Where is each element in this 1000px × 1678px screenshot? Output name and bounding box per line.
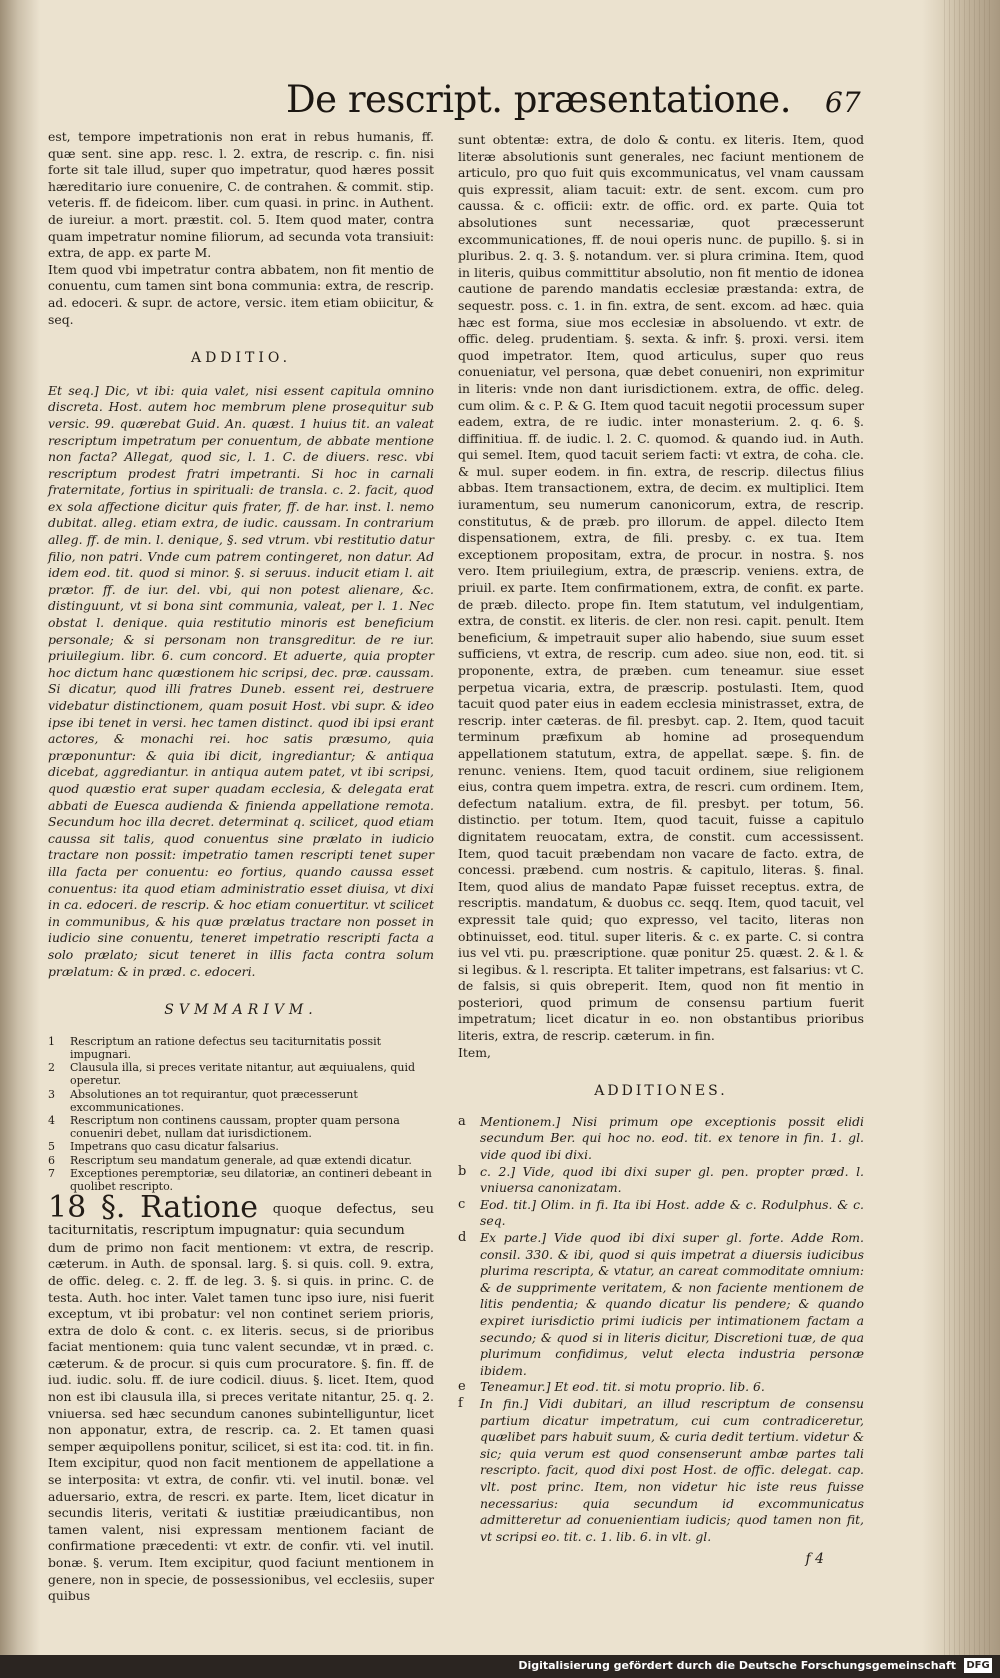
text-paragraph: dum de primo non facit mentionem: vt extra, de rescrip. cæterum. in Auth. de sponsal. larg. §. si quis. coll. 9. extra, de offic. deleg. c. 2. ff. de leg. 3. §. si quis. in princ. C. de testa. Auth. hoc inter. Valet tamen tunc ipso iure, nisi fuerit exceptum, vt ibi probatur: vel non continet seriem prioris, extra de dolo & cont. c. ex literis. secus, si de prioribus faciat mentionem: quia tunc valent secundæ, vt in præd. c. cæterum. & de procur. si quis cum procuratore. §. fin. ff. de iud. iudic. solu. ff. de iure codicil. diuus. §. licet. Item, quod non est ibi clausula illa, si preces veritate nitantur, 25. q. 2. vniuersa. sed hæc secundum canones subintelliguntur, licet non apponatur, extra, de rescrip. ca. 2. Et tamen quasi semper æquipollens ponitur, scilicet, si est ita: cod. tit. in fin. Item excipitur, quod non facit mentionem de appellatione a se interposita: vt extra, de confir. vti. vel inutil. bonæ. vel aduersario, extra, de rescri. ex parte. Item, licet dicatur in secundis literis, veritati & iustitiæ præiudicantibus, non tamen valent, nisi expressam mentionem faciant de confirmatione præcedenti: vt extr. de confir. vti. vel inutil. bonæ. §. verum. Item excipitur, quod faciunt mentionem in genere, non in specie, de possessionibus, vel ecclesiis, super quibus (48, 1239, 434, 1604)
text-paragraph: sunt obtentæ: extra, de dolo & contu. ex literis. Item, quod literæ absolutionis sunt generales, nec faciunt mentionem de articulo, pro quo fuit quis excommunicatus, vel vnam caussam quis expressit, aliam tacuit: extr. de sent. excom. cum pro caussa. & c. officii: extr. de offic. ord. ex parte. Quia tot absolutiones sunt necessariæ, quot præcesserunt excommunicationes, ff. de noui operis nunc. de pupillo. §. si in pluribus. 2. q. 3. §. notandum. ver. si plura crimina. Item, quod in literis, quibus committitur absolutio, non fit mentio de idonea cautione de parendo mandatis ecclesiæ præstanda: extra, de sequestr. poss. c. 1. in fin. extra, de sent. excom. ad hæc. quia hæc est forma, siue mos ecclesiæ in absoluendo. vt extr. de offic. deleg. prudentiam. §. sexta. & infr. §. proxi. versi. item quod impetrator. Item, quod articulus, super quo reus conueniatur, vel persona, quæ debet conueniri, non exprimitur in literis: vnde non dant iurisdictionem. extra, de offic. deleg. cum olim. & c. P. & G. Item quod tacuit negotii processum super eadem, extra, de re iudic. inter monasterium. 2. q. 6. §. diffinitiua. ff. de iudic. l. 2. C. quomod. & quando iud. in Auth. qui semel. Item, quod tacuit seriem facti: vt extra, de coha. cle. & mul. super eodem. in fin. extra, de rescrip. dilectus filius abbas. Item transactionem, extra, de decim. ex multiplici. Item iuramentum, seu numerum canonicorum, extra, de rescrip. constitutus, & de præb. pro illorum. de appel. dilecto Item dispensationem, extra, de fili. presby. c. ex tua. Item exceptionem propositam, extra, de procur. in nostra. §. nos vero. Item priuilegium, extra, de præscrip. veniens. extra, de priuil. ex parte. Item confirmationem, extra, de confit. ex parte. de præb. dilecto. prope fin. Item statutum, vel indulgentiam, extra, de constit. ex literis. de cler. non resi. capit. penult. Item beneficium, & impetrauit super alio habendo, siue suum esset sufficiens, vt extra, de rescrip. cum adeo. siue non, eod. tit. si proponente, extra, de præben. cum teneamur. siue esset perpetua vicaria, extra, de præscrip. postulasti. Item, quod tacuit quod pater eius in eadem ecclesia ministrasset, extra, de rescrip. inter cæteras. de fil. presbyt. cap. 2. Item, quod tacuit terminum præfixum ab homine ad prosequendum appellationem statutum, extra, de appellat. sæpe. §. fin. de renunc. veniens. Item, quod tacuit ordinem, siue religionem eius, contra quem impetra. extra, de rescri. cum ordinem. Item, defectum natalium. extra, de fil. presbyt. per totum, 56. distinctio. per totum. Item, quod tacuit, fuisse a capitulo dignitatem reuocatam, extra, de constit. cum accessissent. Item, quod tacuit præbendam non vacare de facto. extra, de concessi. præbend. cum nostris. & capitulo, literas. §. final. Item, quod alius de mandato Papæ fuisset receptus. extra, de rescriptis. mandatum, & duobus cc. seqq. Item, quod tacuit, vel expressit tale quid; quo expresso, vel tacito, literas non obtinuisset, eod. titul. super literis. & c. ex parte. C. si contra ius vel vti. pu. præscriptione. quæ ponitur 25. quæst. 2. & l. & si legibus. & l. rescripta. Et taliter impetrans, est falsarius: vt C. de falsis, si quis obreperit. Item, quod non fit mentio in posteriori, quod primum de consensu partium fuerit impetratum; licet dicatur in eo. non obstantibus prioribus literis, extra, de rescrip. cæterum. in fin. (458, 132, 864, 1044)
summarium-item: 1 Rescriptum an ratione defectus seu taciturnitatis possit impugnari. (48, 1034, 382, 1061)
summarium-item: 6 Rescriptum seu mandatum generale, ad quæ extendi dicatur. (48, 1153, 412, 1167)
addition-entry: f In fin.] Vidi dubitari, an illud rescriptum de consensu partium dicatur impetratum, cui cum contradiceretur, quælibet pars habuit suum, & curia dedit tertium. videtur & sic; quia verum est quod consenserunt ambæ partes tali rescripto. facit, quod dixi post Host. de offic. delegat. cap. vlt. post princ. Item, non videtur hic iste reus fuisse necessarius: quia secundum id excommunicatus admitteretur ad conuenientiam iudicis; quod tamen non fit, vt scripsi eo. tit. c. 1. lib. 6. in vlt. gl. (458, 1395, 864, 1544)
section-head-rest: quoque defectus, seu taciturnitatis, rescriptum impugnatur: quia secundum (48, 1202, 434, 1239)
section-mark: §. (100, 1190, 126, 1226)
additiones-heading: ADDITIONES. (594, 1083, 728, 1100)
summarium-item: 2 Clausula illa, si preces veritate nitantur, aut æquiualens, quid operetur. (48, 1061, 416, 1088)
page-gutter (0, 0, 40, 1655)
additio-heading: ADDITIO. (190, 350, 292, 367)
page-edge (922, 0, 1000, 1655)
addition-entry: b c. 2.] Vide, quod ibi dixi super gl. pen. propter præd. l. vniuersa canonizatam. (458, 1163, 864, 1196)
addition-entry: e Teneamur.] Et eod. tit. si motu proprio. lib. 6. (458, 1379, 765, 1395)
additio-text: Et seq.] Dic, vt ibi: quia valet, nisi essent capitula omnino discreta. Host. autem hoc membrum plene prosequitur sub versic. 99. quærebat Guid. An. quæst. 1 huius tit. an valeat rescriptum impetratum per conuentum, de abbate mentione non facta? Allegat, quod sic, l. 1. C. de diuers. resc. vbi rescriptum prodest fratri impetranti. Si hoc in carnali fraternitate, fortius in spirituali: de transla. c. 2. facit, quod ex sola affectione dicitur quis frater, ff. de har. inst. l. nemo dubitat. alleg. etiam extra, de iudic. caussam. In contrarium alleg. ff. de min. l. denique, §. sed vtrum. vbi restitutio datur filio, non patri. Vnde cum patrem contingeret, non datur. Ad idem eod. tit. quod si minor. §. si seruus. inducit etiam l. ait prætor. ff. de iur. del. vbi, qui non potest alienare, &c. distinguunt, vt si bona sint communia, valeat, per l. 1. Nec obstat l. denique. quia restitutio minoris est beneficium personale; & si personam non transgreditur. de re iur. priuilegium. libr. 6. cum concord. Et aduerte, quia propter hoc dictum hanc quæstionem hic scripsi, dec. præ. caussam. Si dicatur, quod illi fratres Duneb. essent rei, destruere videbatur distinctionem, quam posuit Host. vbi supr. & ideo ipse ibi tenet in versi. hec tamen distinct. quod ibi ipsi erant actores, & monachi rei. hoc satis præsumo, quia præponuntur: & quia ibi dicit, ingrediantur; & antiqua dicebat, aggrediantur. in antiqua autem patet, vt ibi scripsi, quod quæstio erat super quadam ecclesia, & delegata erat abbati de Euesca audienda & finienda appellatione remota. Secundum hoc illa decret. determinat q. scilicet, quod etiam caussa sit talis, quod conuentus sine prælato in iudicio tractare non possit: impetratio tamen rescripti tenet super illa facta per conuentu: eo fortius, quando caussa esset conuentus: ita quod etiam administratio esset diuisa, vt dixi in ca. edoceri. de rescrip. & hoc etiam conuertitur. vt scilicet in communibus, & his quæ prælatus tractare non posset in iudicio sine conuentu, teneret impetratio rescripti facta a solo prælato; sicut teneret in illis facta contra solum prælatum: & in præd. c. edoceri. (48, 382, 434, 979)
addition-entry: c Eod. tit.] Olim. in fi. Ita ibi Host. adde & c. Rodulphus. & c. seq. (458, 1196, 864, 1229)
summarium-item: 5 Impetrans quo casu dicatur falsarius. (48, 1140, 279, 1154)
section-heading (48, 1190, 434, 1240)
section-word: Ratione (140, 1190, 259, 1226)
running-title: De rescript. præsentatione. (286, 78, 791, 121)
section-number: 18 (48, 1190, 87, 1226)
page-header (0, 78, 1000, 128)
summarium-item: 4 Rescriptum non continens caussam, propter quam persona conueniri debet, nullam dat iurisdictionem. (48, 1113, 400, 1141)
left-column (48, 129, 434, 1605)
right-column (458, 132, 864, 1568)
text-paragraph: Item quod vbi impetratur contra abbatem, non fit mentio de conuentu, cum tamen sint bona communia: extra, de rescrip. ad. edoceri. & supr. de actore, versic. item etiam obiicitur, & seq. (48, 261, 434, 327)
summarium-item: 3 Absolutiones an tot requirantur, quot præcesserunt excommunicationes. (48, 1087, 358, 1114)
dfg-logo: DFG (964, 1658, 992, 1673)
addition-entry: d Ex parte.] Vide quod ibi dixi super gl. forte. Adde Rom. consil. 330. & ibi, quod si quis impetrat a diuersis iudicibus plurima rescripta, & vtatur, an careat commoditate omnium: & de supprimente veritatem, & non faciente mentionem de litis pendentia; & quando dicatur lis pendere; & quando expiret iurisdictio primi iudicis per intimationem factam a secundo; & quod si in literis dicitur, Discretioni tuæ, de qua plurimum confidimus, velut electa industria personæ ibidem. (458, 1230, 864, 1378)
footer-bar (0, 1655, 1000, 1678)
text-paragraph: est, tempore impetrationis non erat in rebus humanis, ff. quæ sent. sine app. resc. l. 2. extra, de rescrip. c. fin. nisi forte sit tale illud, super quo impetratur, quod hæres possit hæreditario iure conuenire, C. de contrahen. & commit. stip. veteris. ff. de fideicom. liber. cum quasi. in princ. in Authent. de iureiur. a mort. præstit. col. 5. Item quod mater, contra quam impetratur nomine filiorum, ad secunda vota transiuit: extra, de app. ex parte M. (48, 129, 434, 261)
summarium-heading: SVMMARIVM. (164, 1002, 318, 1019)
catchword: Item, (458, 1044, 491, 1060)
page-number: 67 (825, 86, 861, 119)
signature-mark: f 4 (805, 1551, 824, 1568)
footer-credit: Digitalisierung gefördert durch die Deutsche Forschungsgemeinschaft (518, 1659, 956, 1672)
summarium-list (48, 1035, 434, 1193)
summarium-item: 7 Exceptiones peremptoriæ, seu dilatoriæ, an contineri debeant in quolibet rescripto. (48, 1166, 432, 1193)
addition-entry: a Mentionem.] Nisi primum ope exceptionis possit elidi secundum Ber. qui hoc no. eod. tit. ex tenore in fin. 1. gl. vide quod ibi dixi. (458, 1113, 864, 1163)
